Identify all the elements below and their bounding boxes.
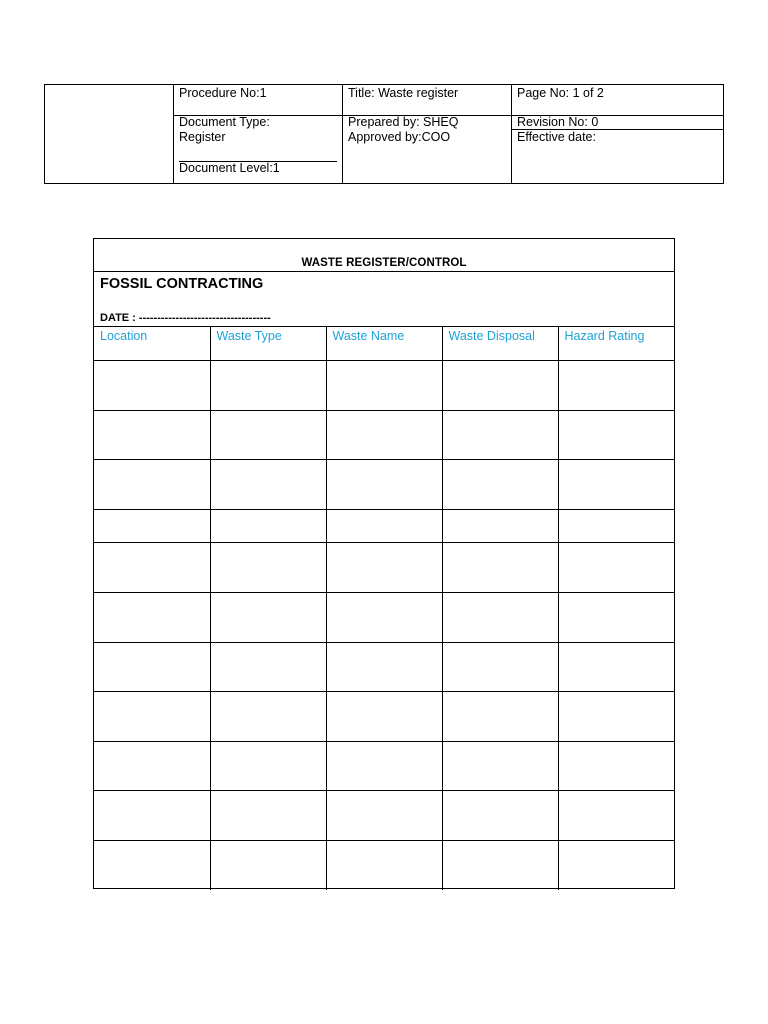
cell-waste-name[interactable] — [326, 593, 442, 643]
cell-waste-type[interactable] — [210, 841, 326, 890]
table-row — [94, 460, 674, 510]
document-header-table — [44, 84, 724, 184]
cell-waste-name[interactable] — [326, 742, 442, 791]
cell-hazard-rating[interactable] — [558, 510, 674, 543]
cell-waste-disposal[interactable] — [442, 841, 558, 890]
cell-location[interactable] — [94, 841, 210, 890]
effective-date: Effective date: — [517, 130, 596, 144]
cell-hazard-rating[interactable] — [558, 791, 674, 841]
cell-waste-name[interactable] — [326, 510, 442, 543]
cell-waste-name[interactable] — [326, 411, 442, 460]
cell-location[interactable] — [94, 411, 210, 460]
table-row — [94, 791, 674, 841]
cell-waste-type[interactable] — [210, 643, 326, 692]
cell-location[interactable] — [94, 460, 210, 510]
column-header-location: Location — [94, 327, 210, 361]
table-row — [94, 510, 674, 543]
cell-location[interactable] — [94, 643, 210, 692]
cell-waste-type[interactable] — [210, 361, 326, 411]
cell-waste-disposal[interactable] — [442, 791, 558, 841]
table-row — [94, 841, 674, 890]
cell-waste-type[interactable] — [210, 460, 326, 510]
cell-hazard-rating[interactable] — [558, 692, 674, 742]
table-row — [94, 692, 674, 742]
cell-waste-type[interactable] — [210, 593, 326, 643]
cell-waste-disposal[interactable] — [442, 543, 558, 593]
document-type-label: Document Type: — [179, 115, 270, 129]
document-level: Document Level:1 — [179, 161, 280, 175]
company-name: FOSSIL CONTRACTING — [100, 276, 264, 292]
cell-location[interactable] — [94, 543, 210, 593]
table-row — [94, 543, 674, 593]
page-number: Page No: 1 of 2 — [517, 86, 604, 100]
cell-waste-disposal[interactable] — [442, 593, 558, 643]
cell-waste-type[interactable] — [210, 411, 326, 460]
date-line: DATE : ------------------------------------ — [100, 312, 271, 324]
approved-by: Approved by:COO — [348, 130, 451, 144]
cell-waste-disposal[interactable] — [442, 742, 558, 791]
cell-location[interactable] — [94, 361, 210, 411]
cell-waste-name[interactable] — [326, 841, 442, 890]
header-divider — [342, 85, 343, 183]
column-header-waste-type: Waste Type — [210, 327, 326, 361]
waste-register-table — [93, 238, 675, 889]
cell-waste-disposal[interactable] — [442, 411, 558, 460]
cell-waste-type[interactable] — [210, 510, 326, 543]
revision-number: Revision No: 0 — [517, 115, 599, 129]
cell-waste-type[interactable] — [210, 742, 326, 791]
cell-location[interactable] — [94, 742, 210, 791]
cell-hazard-rating[interactable] — [558, 411, 674, 460]
register-grid — [94, 326, 674, 890]
cell-hazard-rating[interactable] — [558, 593, 674, 643]
register-rows — [94, 361, 674, 890]
procedure-number: Procedure No:1 — [179, 86, 267, 100]
cell-waste-name[interactable] — [326, 543, 442, 593]
cell-waste-disposal[interactable] — [442, 361, 558, 411]
cell-waste-disposal[interactable] — [442, 692, 558, 742]
cell-waste-type[interactable] — [210, 791, 326, 841]
cell-waste-name[interactable] — [326, 361, 442, 411]
table-row — [94, 411, 674, 460]
cell-location[interactable] — [94, 593, 210, 643]
column-header-waste-disposal: Waste Disposal — [442, 327, 558, 361]
cell-hazard-rating[interactable] — [558, 643, 674, 692]
cell-hazard-rating[interactable] — [558, 460, 674, 510]
cell-waste-disposal[interactable] — [442, 643, 558, 692]
document-title: Title: Waste register — [348, 86, 459, 100]
cell-hazard-rating[interactable] — [558, 361, 674, 411]
cell-hazard-rating[interactable] — [558, 742, 674, 791]
header-divider — [173, 85, 174, 183]
cell-location[interactable] — [94, 510, 210, 543]
register-caption: WASTE REGISTER/CONTROL — [301, 257, 467, 269]
document-type-value: Register — [179, 130, 226, 144]
cell-waste-disposal[interactable] — [442, 460, 558, 510]
cell-waste-type[interactable] — [210, 692, 326, 742]
caption-divider — [94, 271, 674, 272]
column-header-hazard-rating: Hazard Rating — [558, 327, 674, 361]
cell-waste-type[interactable] — [210, 543, 326, 593]
column-header-waste-name: Waste Name — [326, 327, 442, 361]
column-header-row — [94, 327, 674, 361]
table-row — [94, 643, 674, 692]
cell-hazard-rating[interactable] — [558, 543, 674, 593]
table-row — [94, 742, 674, 791]
cell-waste-name[interactable] — [326, 692, 442, 742]
cell-waste-name[interactable] — [326, 791, 442, 841]
cell-hazard-rating[interactable] — [558, 841, 674, 890]
cell-waste-name[interactable] — [326, 643, 442, 692]
prepared-by: Prepared by: SHEQ — [348, 115, 459, 129]
cell-location[interactable] — [94, 692, 210, 742]
cell-waste-disposal[interactable] — [442, 510, 558, 543]
header-divider — [511, 85, 512, 183]
cell-waste-name[interactable] — [326, 460, 442, 510]
table-row — [94, 593, 674, 643]
cell-location[interactable] — [94, 791, 210, 841]
table-row — [94, 361, 674, 411]
